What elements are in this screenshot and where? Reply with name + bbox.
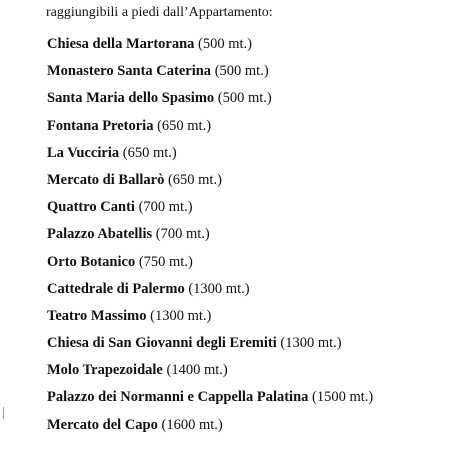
place-name: La Vucciria xyxy=(47,144,120,161)
place-name: Palazzo dei Normanni e Cappella Palatina xyxy=(47,389,309,406)
list-item xyxy=(47,307,373,334)
place-name: Cattedrale di Palermo xyxy=(47,280,185,297)
place-name: Mercato del Capo xyxy=(47,416,158,433)
place-distance: (650 mt.) xyxy=(167,171,222,188)
place-name: Teatro Massimo xyxy=(47,307,147,324)
list-item xyxy=(47,117,373,144)
place-name: Chiesa di San Giovanni degli Eremiti xyxy=(47,335,277,352)
place-distance: (700 mt.) xyxy=(138,199,193,216)
place-distance: (500 mt.) xyxy=(217,90,272,107)
list-item xyxy=(47,171,373,198)
list-item xyxy=(47,253,373,280)
list-item xyxy=(47,144,373,171)
places-list xyxy=(47,35,373,443)
list-item xyxy=(47,416,373,443)
place-distance: (650 mt.) xyxy=(122,144,177,161)
place-distance: (500 mt.) xyxy=(214,63,269,80)
place-name: Fontana Pretoria xyxy=(47,117,154,134)
place-name: Chiesa della Martorana xyxy=(47,36,195,52)
place-name: Orto Botanico xyxy=(47,253,136,270)
place-distance: (700 mt.) xyxy=(155,226,210,243)
place-name: Quattro Canti xyxy=(47,199,135,216)
list-item xyxy=(47,225,373,252)
place-distance: (750 mt.) xyxy=(138,253,193,270)
place-distance: (1300 mt.) xyxy=(150,307,212,324)
intro-line: raggiungibili a piedi dall’Appartamento: xyxy=(46,5,273,20)
place-distance: (1300 mt.) xyxy=(280,335,342,352)
place-distance: (1400 mt.) xyxy=(166,362,228,379)
place-distance: (500 mt.) xyxy=(198,36,252,52)
place-distance: (650 mt.) xyxy=(157,117,212,134)
list-item xyxy=(47,361,373,388)
margin-mark xyxy=(3,407,4,419)
place-distance: (1300 mt.) xyxy=(188,280,250,297)
list-item xyxy=(47,89,373,116)
place-distance: (1500 mt.) xyxy=(312,389,374,406)
intro-text xyxy=(46,0,273,23)
list-item xyxy=(47,334,373,361)
place-name: Palazzo Abatellis xyxy=(47,226,153,243)
place-name: Santa Maria dello Spasimo xyxy=(47,90,215,107)
list-item xyxy=(47,280,373,307)
place-name: Mercato di Ballarò xyxy=(47,171,165,188)
place-distance: (1600 mt.) xyxy=(161,416,223,433)
list-item xyxy=(47,35,373,62)
place-name: Molo Trapezoidale xyxy=(47,362,163,379)
place-name: Monastero Santa Caterina xyxy=(47,63,212,80)
list-item xyxy=(47,198,373,225)
list-item xyxy=(47,388,373,415)
list-item xyxy=(47,62,373,89)
